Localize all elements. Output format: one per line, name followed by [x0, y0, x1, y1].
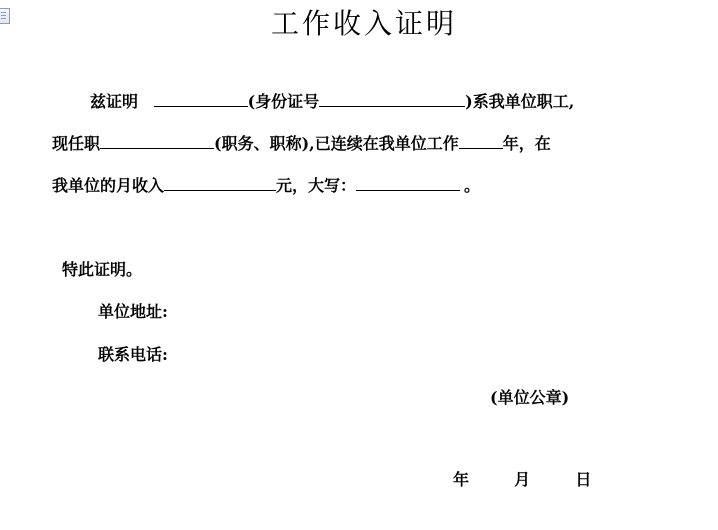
document-title: 工作收入证明 — [270, 7, 457, 40]
income-lead: 我单位的月收入 — [52, 176, 165, 195]
years-blank[interactable] — [459, 134, 503, 149]
id-open-text: (身份证号 — [247, 92, 320, 111]
income-amount-blank[interactable] — [164, 176, 276, 191]
income-end-text: 。 — [464, 176, 481, 195]
address-label: 单位地址: — [98, 302, 168, 321]
seal-label: (单位公章) — [490, 388, 570, 407]
income-capital-blank[interactable] — [356, 176, 460, 191]
name-blank[interactable] — [154, 92, 248, 107]
id-close-text: )系我单位职工, — [465, 92, 575, 111]
position-blank[interactable] — [100, 134, 214, 149]
date-day: 日 — [575, 470, 592, 489]
income-mid-text: 元，大写： — [276, 176, 357, 195]
closing-text: 特此证明。 — [62, 260, 143, 279]
date-line — [453, 470, 591, 490]
phone-label: 联系电话: — [98, 345, 168, 364]
date-month: 月 — [514, 470, 531, 489]
position-end-text: 年，在 — [502, 134, 551, 153]
id-number-blank[interactable] — [319, 92, 465, 107]
income-line — [52, 176, 480, 196]
position-mid-text: (职务、职称),已连续在我单位工作 — [214, 134, 459, 153]
date-year: 年 — [453, 470, 470, 489]
certify-lead: 兹证明 — [90, 92, 139, 111]
position-line — [52, 134, 551, 154]
certify-line — [90, 92, 574, 112]
position-lead: 现任职 — [52, 134, 101, 153]
